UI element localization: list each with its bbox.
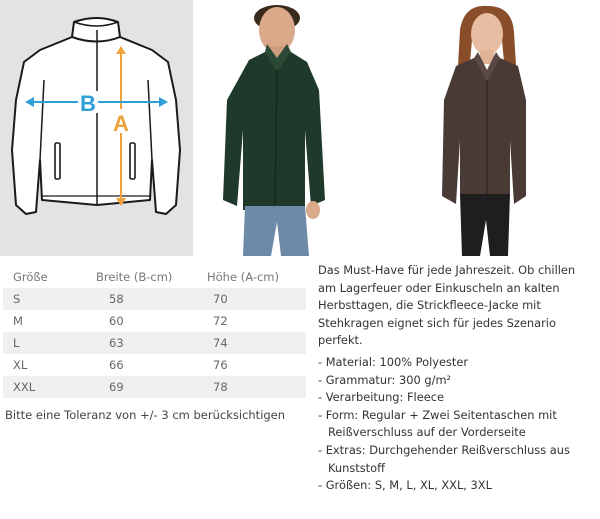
width-cell: 60 [96, 310, 207, 332]
feature-list [318, 354, 600, 495]
size-cell: M [3, 310, 96, 332]
height-cell: 70 [207, 288, 306, 310]
feature-material: - Material: 100% Polyester [318, 355, 469, 369]
size-cell: XXL [3, 376, 96, 398]
height-cell: 78 [207, 376, 306, 398]
size-cell: XL [3, 354, 96, 376]
size-table-header-row [3, 266, 306, 288]
header-height: Höhe (A-cm) [207, 270, 279, 284]
tolerance-note: Bitte eine Toleranz von +/- 3 cm berücksichtigen [5, 408, 286, 422]
table-row [3, 332, 306, 354]
jacket-outline-illustration [0, 0, 193, 256]
feature-extras: - Extras: Durchgehender Reißverschluss aus Kunststoff [318, 442, 570, 475]
header-size: Größe [13, 270, 48, 284]
header-width: Breite (B-cm) [96, 270, 173, 284]
size-cell: L [3, 332, 96, 354]
feature-sizes: - Größen: S, M, L, XL, XXL, 3XL [318, 478, 492, 493]
table-row [3, 376, 306, 398]
table-row [3, 310, 306, 332]
label-b: B [80, 91, 96, 116]
jacket-size-diagram [0, 0, 193, 256]
label-a: A [113, 111, 129, 136]
feature-form: - Form: Regular + Zwei Seitentaschen mit Reißverschluss auf der Vorderseite [318, 407, 557, 440]
model-man-dark-green-fleece-jacket [209, 0, 339, 256]
model-woman-brown-fleece-jacket [430, 0, 540, 256]
feature-weight: - Grammatur: 300 g/m² [318, 372, 452, 387]
size-cell: S [3, 288, 96, 310]
height-cell: 72 [207, 310, 306, 332]
width-cell: 69 [96, 376, 207, 398]
height-cell: 74 [207, 332, 306, 354]
width-cell: 66 [96, 354, 207, 376]
width-cell: 58 [96, 288, 207, 310]
table-row [3, 288, 306, 310]
model-woman-photo [430, 0, 540, 256]
size-table [3, 266, 306, 398]
product-description: Das Must-Have für jede Jahreszeit. Ob chillen am Lagerfeuer oder Einkuscheln an kalten Herbsttagen, die Strickfleece-Jacke mit Stehkragen eignet sich für jedes Szenario perfekt. [318, 263, 576, 348]
model-man-photo [209, 0, 339, 256]
width-cell: 63 [96, 332, 207, 354]
feature-processing: - Verarbeitung: Fleece [318, 390, 444, 405]
table-row [3, 354, 306, 376]
height-cell: 76 [207, 354, 306, 376]
